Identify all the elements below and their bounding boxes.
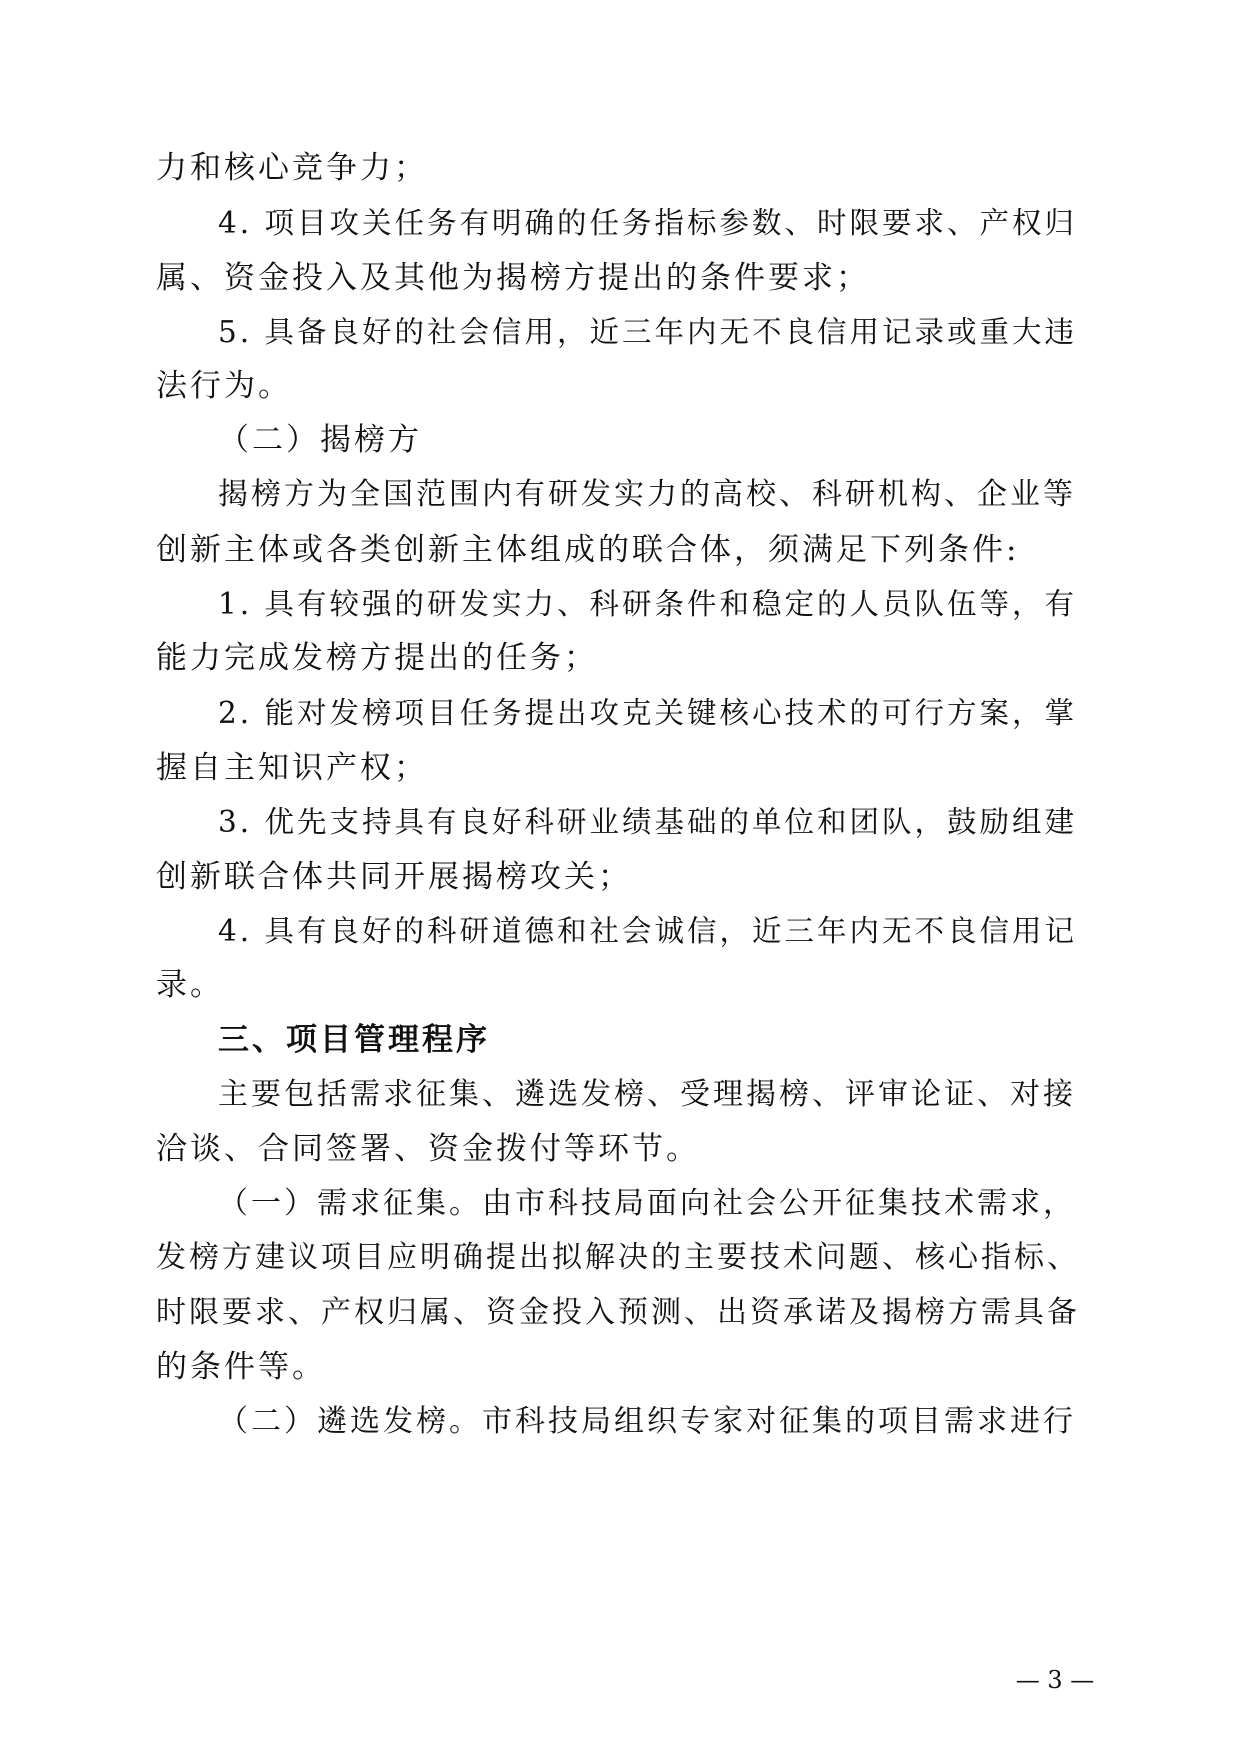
text-line: 主要包括需求征集、遴选发榜、受理揭榜、评审论证、对接: [218, 1077, 1076, 1112]
text-line: 的条件等。: [156, 1349, 326, 1385]
text-line: 录。: [156, 967, 224, 1003]
text-line: 5. 具备良好的社会信用，近三年内无不良信用记录或重大违: [218, 315, 1078, 349]
section-heading: 三、项目管理程序: [218, 1022, 490, 1058]
text-line: 4. 具有良好的科研道德和社会诚信，近三年内无不良信用记: [218, 914, 1078, 948]
text-line: 4. 项目攻关任务有明确的任务指标参数、时限要求、产权归: [218, 206, 1078, 240]
text-line: 揭榜方为全国范围内有研发实力的高校、科研机构、企业等: [218, 477, 1076, 512]
page-number: — 3 —: [1015, 1666, 1095, 1694]
text-line: 1. 具有较强的研发实力、科研条件和稳定的人员队伍等，有: [218, 587, 1078, 621]
text-line: 3. 优先支持具有良好科研业绩基础的单位和团队，鼓励组建: [218, 805, 1078, 839]
text-line: 2. 能对发榜项目任务提出攻克关键核心技术的可行方案，掌: [218, 696, 1078, 730]
text-line: 法行为。: [156, 368, 292, 404]
text-line: 握自主知识产权；: [156, 750, 428, 786]
section-subheading: （二）揭榜方: [218, 422, 422, 458]
text-line: 洽谈、合同签署、资金拨付等环节。: [156, 1131, 700, 1167]
text-line: 创新主体或各类创新主体组成的联合体，须满足下列条件:: [156, 532, 1020, 568]
text-line: （二）遴选发榜。市科技局组织专家对征集的项目需求进行: [218, 1404, 1076, 1439]
text-line: 发榜方建议项目应明确提出拟解决的主要技术问题、核心指标、: [156, 1240, 1080, 1275]
text-line: 时限要求、产权归属、资金投入预测、出资承诺及揭榜方需具备: [156, 1295, 1080, 1330]
text-line: 属、资金投入及其他为揭榜方提出的条件要求；: [156, 260, 870, 296]
text-line: 创新联合体共同开展揭榜攻关；: [156, 859, 632, 895]
text-line: 力和核心竞争力；: [156, 150, 428, 186]
text-line: 能力完成发榜方提出的任务；: [156, 640, 598, 676]
text-line: （一）需求征集。由市科技局面向社会公开征集技术需求，: [218, 1186, 1076, 1221]
